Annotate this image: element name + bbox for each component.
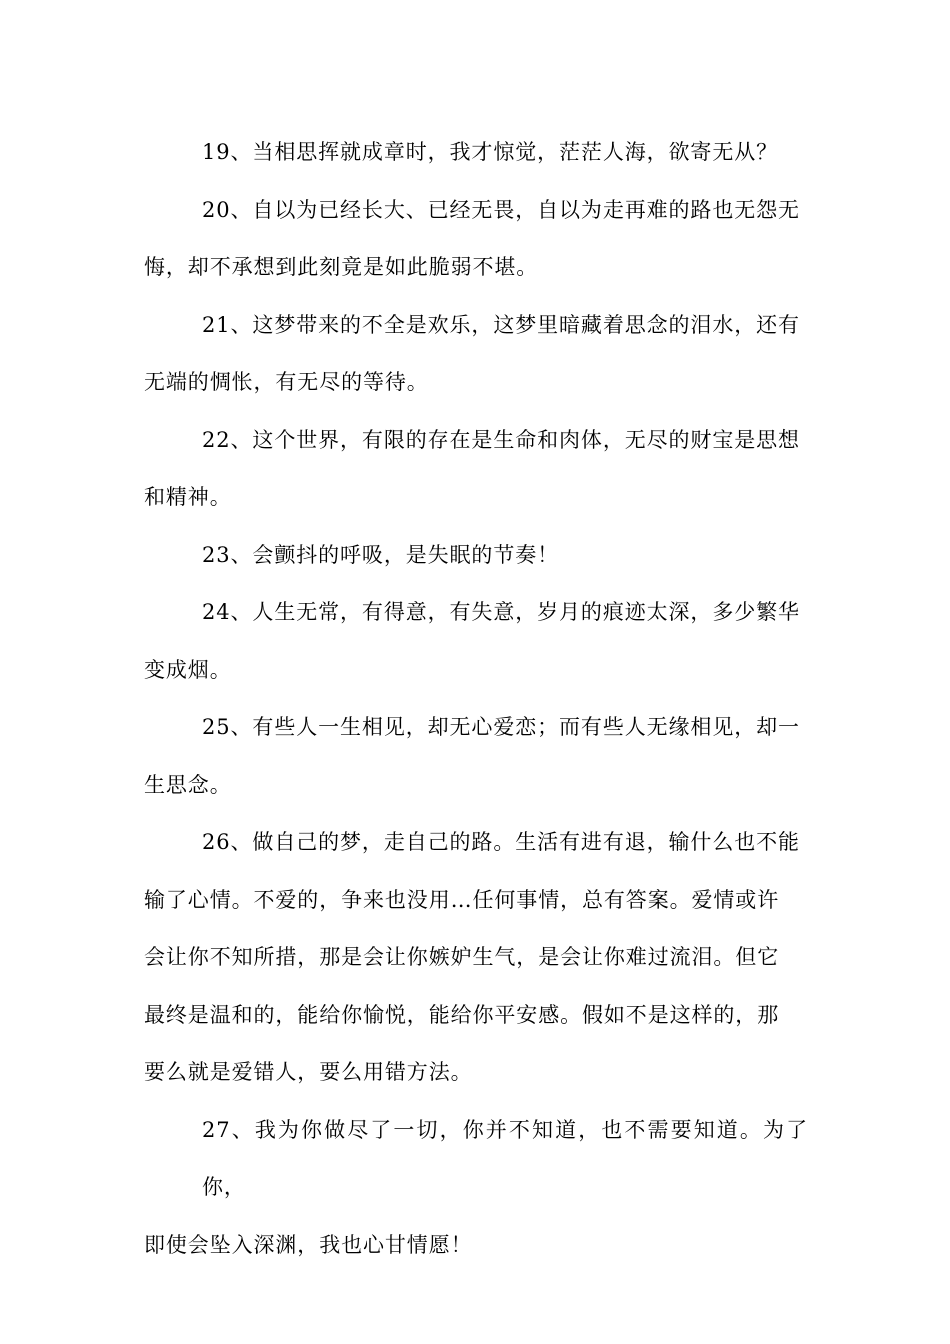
paragraph-line: 变成烟。 [144,657,232,682]
paragraph-line: 22、这个世界，有限的存在是生命和肉体，无尽的财宝是思想 [202,427,800,452]
paragraph-line: 26、做自己的梦，走自己的路。生活有进有退，输什么也不能 [202,830,800,854]
paragraph-21 [144,297,808,412]
paragraph-line: 生思念。 [144,772,232,797]
paragraph-line: 21、这梦带来的不全是欢乐，这梦里暗藏着思念的泪水，还有 [202,312,800,337]
paragraph-line: 最终是温和的，能给你愉悦，能给你平安感。假如不是这样的，那 [144,1002,780,1027]
paragraph-26 [144,814,808,1102]
paragraph-20 [144,182,808,297]
paragraph-line: 27、我为你做尽了一切，你并不知道，也不需要知道。为了你， [202,1117,808,1199]
paragraph-line: 20、自以为已经长大、已经无畏，自以为走再难的路也无怨无 [202,197,800,222]
document-body [144,124,808,1274]
paragraph-line: 会让你不知所措，那是会让你嫉妒生气，是会让你难过流泪。但它 [144,945,780,969]
paragraph-22 [144,412,808,527]
paragraph-line: 23、会颤抖的呼吸，是失眠的节奏！ [202,542,560,567]
paragraph-line: 24、人生无常，有得意，有失意，岁月的痕迹太深，多少繁华 [202,600,800,624]
paragraph-24 [144,584,808,699]
paragraph-19 [144,124,808,182]
paragraph-line: 19、当相思挥就成章时，我才惊觉，茫茫人海，欲寄无从？ [202,140,779,164]
paragraph-25 [144,699,808,814]
paragraph-27 [144,1102,808,1275]
paragraph-line: 即使会坠入深渊，我也心甘情愿！ [144,1232,473,1257]
paragraph-line: 要么就是爱错人，要么用错方法。 [144,1060,473,1084]
paragraph-line: 悔，却不承想到此刻竟是如此脆弱不堪。 [144,255,539,279]
paragraph-line: 25、有些人一生相见，却无心爱恋；而有些人无缘相见，却一 [202,715,800,739]
paragraph-23 [144,527,808,585]
paragraph-line: 输了心情。不爱的，争来也没用…任何事情，总有答案。爱情或许 [144,887,780,912]
paragraph-line: 和精神。 [144,485,232,509]
paragraph-line: 无端的惆怅，有无尽的等待。 [144,370,429,394]
